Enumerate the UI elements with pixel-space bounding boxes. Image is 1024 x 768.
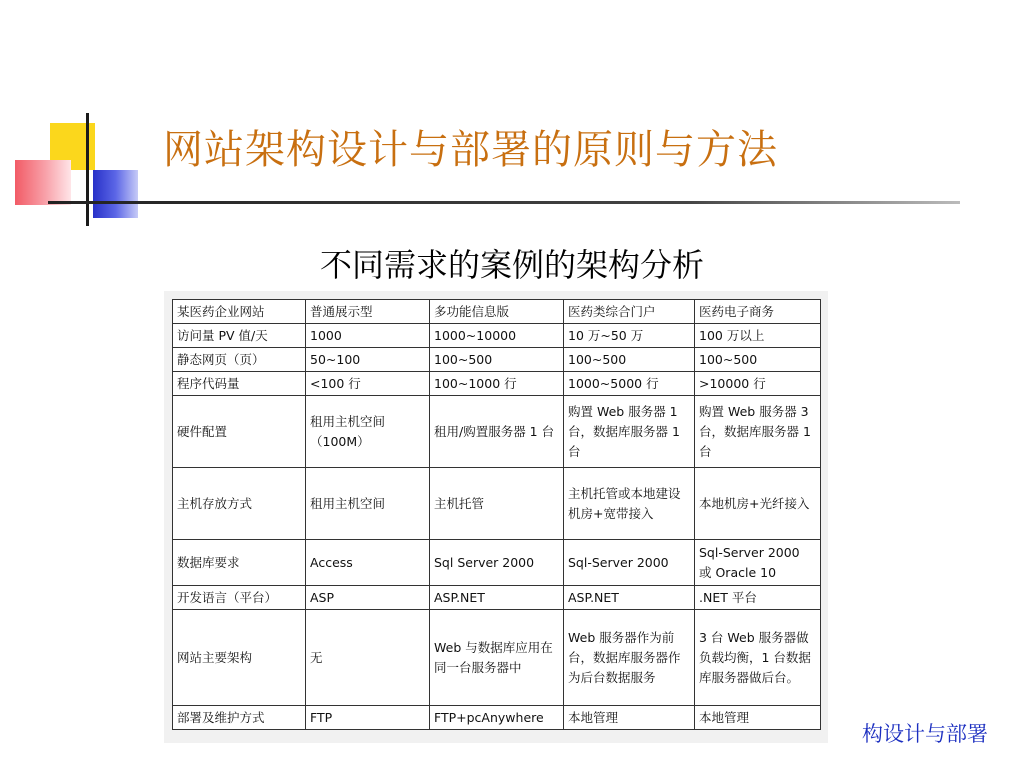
- table-cell: ASP.NET: [430, 586, 564, 610]
- table-header-row: [173, 300, 821, 324]
- table-cell: >10000 行: [695, 372, 821, 396]
- table-cell: 无: [306, 610, 430, 706]
- table-header-cell: 医药电子商务: [695, 300, 821, 324]
- table-cell: Sql-Server 2000 或 Oracle 10: [695, 540, 821, 586]
- table-cell: 主机托管: [430, 468, 564, 540]
- table-cell: 租用主机空间: [306, 468, 430, 540]
- table-cell: 开发语言（平台）: [173, 586, 306, 610]
- table-cell: 购置 Web 服务器 3 台，数据库服务器 1 台: [695, 396, 821, 468]
- table-cell: ASP.NET: [564, 586, 695, 610]
- table-header-cell: 多功能信息版: [430, 300, 564, 324]
- table-row: [173, 610, 821, 706]
- table-cell: 100~1000 行: [430, 372, 564, 396]
- table-cell: 50~100: [306, 348, 430, 372]
- table-cell: 购置 Web 服务器 1 台，数据库服务器 1 台: [564, 396, 695, 468]
- table-header-cell: 医药类综合门户: [564, 300, 695, 324]
- table-row: [173, 372, 821, 396]
- table-row: [173, 348, 821, 372]
- table-cell: .NET 平台: [695, 586, 821, 610]
- logo-blue-square: [93, 170, 138, 218]
- table-cell: Sql Server 2000: [430, 540, 564, 586]
- table-cell: 硬件配置: [173, 396, 306, 468]
- table-cell: 1000: [306, 324, 430, 348]
- table-cell: FTP+pcAnywhere: [430, 706, 564, 730]
- table-cell: 租用/购置服务器 1 台: [430, 396, 564, 468]
- table-cell: 网站主要架构: [173, 610, 306, 706]
- table-cell: 租用主机空间（100M）: [306, 396, 430, 468]
- table-row: [173, 324, 821, 348]
- table-cell: 1000~5000 行: [564, 372, 695, 396]
- table-cell: 主机存放方式: [173, 468, 306, 540]
- table-cell: ASP: [306, 586, 430, 610]
- table-header-cell: 普通展示型: [306, 300, 430, 324]
- table-cell: 1000~10000: [430, 324, 564, 348]
- table-cell: 数据库要求: [173, 540, 306, 586]
- table-cell: Access: [306, 540, 430, 586]
- table-cell: 100~500: [564, 348, 695, 372]
- table-cell: Sql-Server 2000: [564, 540, 695, 586]
- table-cell: 100 万以上: [695, 324, 821, 348]
- table-cell: FTP: [306, 706, 430, 730]
- slide-title: 网站架构设计与部署的原则与方法: [163, 127, 778, 173]
- table-cell: 100~500: [695, 348, 821, 372]
- table-cell: 静态网页（页）: [173, 348, 306, 372]
- footer-text: 构设计与部署: [862, 722, 988, 746]
- slide-subtitle: 不同需求的案例的架构分析: [319, 246, 704, 284]
- table-cell: 本地管理: [695, 706, 821, 730]
- table-row: [173, 706, 821, 730]
- title-divider-line: [48, 201, 960, 204]
- table-cell: 10 万~50 万: [564, 324, 695, 348]
- table-cell: Web 服务器作为前台，数据库服务器作为后台数据服务: [564, 610, 695, 706]
- table-cell: <100 行: [306, 372, 430, 396]
- table-header-cell: 某医药企业网站: [173, 300, 306, 324]
- table-row: [173, 468, 821, 540]
- table-cell: 部署及维护方式: [173, 706, 306, 730]
- table-cell: 主机托管或本地建设机房+宽带接入: [564, 468, 695, 540]
- table-cell: 本地管理: [564, 706, 695, 730]
- logo-vertical-line: [86, 113, 89, 226]
- table-row: [173, 396, 821, 468]
- table-cell: 本地机房+光纤接入: [695, 468, 821, 540]
- table-row: [173, 540, 821, 586]
- table-cell: Web 与数据库应用在同一台服务器中: [430, 610, 564, 706]
- table-panel: [164, 291, 828, 743]
- table-cell: 程序代码量: [173, 372, 306, 396]
- table-cell: 访问量 PV 值/天: [173, 324, 306, 348]
- table-cell: 100~500: [430, 348, 564, 372]
- table-cell: 3 台 Web 服务器做负载均衡，1 台数据库服务器做后台。: [695, 610, 821, 706]
- logo-red-square: [15, 160, 71, 205]
- table-row: [173, 586, 821, 610]
- comparison-table: [172, 299, 821, 730]
